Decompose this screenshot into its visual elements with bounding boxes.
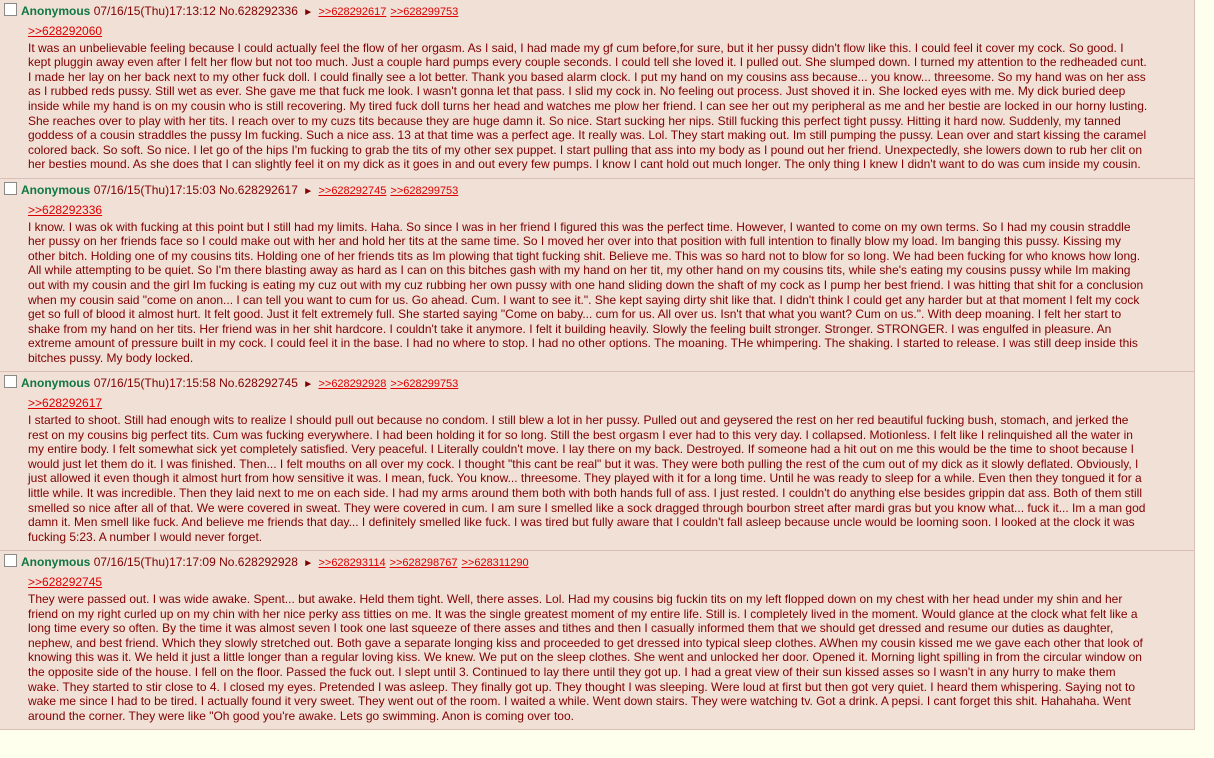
post-author-name: Anonymous xyxy=(21,376,91,391)
post-select-checkbox[interactable] xyxy=(4,375,17,388)
reply-arrow-icon[interactable]: ► xyxy=(303,379,314,391)
post-body xyxy=(28,203,1194,366)
post-backlinks xyxy=(318,555,532,569)
reply-arrow-icon[interactable]: ► xyxy=(303,185,314,197)
post-backlinks xyxy=(318,183,462,197)
post-datetime: 07/16/15(Thu)17:17:09 xyxy=(93,555,216,570)
reply-arrow-icon[interactable]: ► xyxy=(303,558,314,570)
post xyxy=(0,372,1195,551)
post-message: It was an unbelievable feeling because I could actually feel the flow of her orgasm. As I said, I had made my gf cum before,for sure, but it her pussy didn't flow like this. I could feel it cover my cock. So good. I kept pluggin away even after I felt her flow but not too much. Just a couple hard pumps every couple seconds. I could tell she loved it. I pulled out. She slumped down. I turned my attention to the redheaded cunt. I made her lay on her back next to my other fuck doll. I could finally see a lot better. Thank you based alarm clock. I put my hand on my cousins ass because... you know... threesome. So my hand was on her ass as I rubbed reds pussy. Still wet as ever. She gave me that fuck me look. I wasn't gonna let that pass. I slid my cock in. No feeling out process. Just shoved it in. She locked eyes with me. My dick buried deep inside while my hand is on my cousin who is still recovering. My tired fuck doll turns her head and watches me plow her friend. I can see her out my peripheral as me and her bestie are locked in our horny lusting. She reaches over to play with her tits. I reach over to my cuzs tits because they are huge damn it. So nice. Start sucking her nips. Still fucking this perfect tight pussy. Hitting it hard now. Suddenly, my tanned goddess of a cousin straddles the pussy Im fucking. Such a nice ass. 13 at that time was a perfect age. It really was. Lol. They start making out. Im still pumping the pussy. Lean over and start kissing the caramel colored back. So soft. So nice. I let go of the hips I'm fucking to grab the tits of my other sex puppet. I start pulling that ass into my body as I pound out her friend. Unexpectedly, she lowers down to rub her clit on her besties mound. As she does that I can slightly feel it on my dick as it goes in and out every few pumps. I know I cant hold out much longer. The only thing I knew I didn't want to do was cum inside my cousin. xyxy=(28,40,1148,172)
post-number: No.628292928 xyxy=(219,555,298,570)
post-header xyxy=(0,553,1194,571)
post-author-name: Anonymous xyxy=(21,182,91,197)
backlink[interactable]: >>628293114 xyxy=(318,557,386,570)
post-number: No.628292336 xyxy=(219,4,298,18)
post-message: I started to shoot. Still had enough wits to realize I should pull out because no condom. I still blew a lot in her pussy. Pulled out and geysered the rest on her red beautiful fucking bush, stomach, and jerked the rest on my cousins big perfect tits. Cum was fucking everywhere. I had been holding it for so long. Still the best orgasm I ever had to this very day. I collapsed. Motionless. I felt like I relinquished all the water in my entire body. I felt somewhat sick yet completely satisfied. Very peaceful. I Literally couldn't move. I lay there on my back. Destroyed. If someone had a hit out on me this would be the time to shoot because I would just let them do it. I was finished. Then... I felt mouths on all over my cock. I thought "this cant be real" but it was. They were both pulling the rest of the cum out of my dick as it slowly deflated. Obviously, I just allowed it even though it almost hurt from how sensitive it was. I mean, fuck. You know... threesome. They played with it for a long time. Until he was ready to sleep for a while. Even then they tongued it for a little while. It was incredible. Then they laid next to me on each side. I had my arms around them both with both hands full of ass. I just rested. I couldn't do anything else besides grippin dat ass. Both of them still smelled so nice after all of that. We were covered in sweat. They were covered in cum. I am sure I smelled like a sock dragged through bourbon street after mardi gras but you know what... fuck it... Im a man god damn it. Men smell like fuck. And believe me friends that day... I definitely smelled like fuck. I was tired but fully aware that I couldn't fall asleep because uncle would be looming soon. I looked at the clock it was fucking 5:23. A number I would never forget. xyxy=(28,413,1146,544)
reply-arrow-icon[interactable]: ► xyxy=(303,7,314,18)
post-datetime: 07/16/15(Thu)17:13:12 xyxy=(93,4,216,18)
backlink[interactable]: >>628299753 xyxy=(390,6,459,18)
backlink[interactable]: >>628298767 xyxy=(389,557,458,570)
post-datetime: 07/16/15(Thu)17:15:03 xyxy=(93,182,216,197)
post-select-checkbox[interactable] xyxy=(4,554,17,567)
backlink[interactable]: >>628292745 xyxy=(318,184,387,197)
post-number: No.628292745 xyxy=(219,376,298,391)
quote-link[interactable]: >>628292745 xyxy=(28,575,103,590)
post-body xyxy=(28,24,1194,172)
post-body xyxy=(28,575,1194,723)
post-select-checkbox[interactable] xyxy=(4,3,17,16)
post xyxy=(0,0,1195,179)
quote-link[interactable]: >>628292060 xyxy=(28,24,103,38)
post-select-checkbox[interactable] xyxy=(4,182,17,195)
backlink[interactable]: >>628292617 xyxy=(318,6,387,18)
post-message: They were passed out. I was wide awake. Spent... but awake. Held them tight. Well, there asses. Lol. Had my cousins big fuckin tits on my left flopped down on my chest with her head under my shin and her friend on my right curled up on my chin with her nice perky ass titties on me. It was the single greatest moment of my entire life. Still is. I completely lived in the moment. Would glance at the clock what felt like a long time every so often. By the time it was almost seven I took one last squeeze of there asses and tithes and then I casually informed them that we should get dressed and resume our duties as daughter, nephew, and best friend. Which they slowly stretched out. Both gave a separate longing kiss and proceeded to get dressed into typical sleep clothes. AWhen my cousin kissed me we gave each other that look of knowing this was it. We held it just a little longer than a regular loving kiss. We knew. We put on the sleep clothes. She went and unlocked her door. Opened it. Morning light spilling in from the circular window on the opposite side of the house. I fell on the floor. Passed the fuck out. I slept until 3. Continued to lay there until they got up. I had a great view of their sun kissed asses so I wasn't in any hurry to make them wake. They started to stir close to 4. I closed my eyes. Pretended I was asleep. They finally got up. They thought I was sleeping. Were loud at first but then got very quiet. I heard them whispering. Saying not to wake me since I had to be tired. I actually found it very sweet. They went out of the room. I waited a while. Went down stairs. They were watching tv. Got a drink. A pepsi. I cant forget this shit. Hahahaha. Went around the corner. They were like "Oh good you're awake. Lets go swimming. Anon is coming over too. xyxy=(28,592,1143,723)
post-header xyxy=(0,374,1194,392)
post-message: I know. I was ok with fucking at this point but I still had my limits. Haha. So since I was in her friend I figured this was the perfect time. However, I wanted to come on my own terms. So I had my cousin straddle her pussy on her friends face so I could make out with her and hold her tits at the same time. So I moved her over into that position with full intention to finally blow my load. Im banging this pussy. Kissing my other bitch. Holding one of my cousins tits. Holding one of her friends tits as Im plowing that tight fucking shit. Believe me. This was so hard not to blow for so long. We had been fucking for who knows how long. All while attempting to be quiet. So I'm there blasting away as hard as I can on this bitches gash with my hand on her tit, my other hand on my cousins tits, while she's eating my cousins pussy while Im making out with my cousin and the girl Im fucking is eating my cuz out with my cuz rubbing her own pussy with one hand sliding down the shaft of my cock as I pump her best friend. I was hitting that shit for a conclusion when my cousin said "come on anon... I can tell you want to cum for us. Go ahead. Cum. I want to see it.". She kept saying dirty shit like that. I didn't think I could get any harder but at that moment I felt my cock get so full of blood it almost hurt. It felt good. Just it felt extremely full. She started saying "Come on baby... cum for us. All over us. Isn't that what you want? Cum on us.". With deep moaning. I felt her start to shake from my hand on her tits. Her friend was in her shit hardcore. I couldn't take it anymore. I felt it building heavily. Slowly the feeling built stronger. Stronger. STRONGER. I was engulfed in pleasure. An extreme amount of pressure built in my cock. I could feel it in the base. I had no where to stop. I had no other options. The moaning. THe whimpering. The shaking. I started to release. I was still deep inside this bitches pussy. My body locked. xyxy=(28,219,1144,365)
post-header xyxy=(0,181,1194,199)
post-backlinks xyxy=(318,376,462,390)
post-backlinks xyxy=(318,4,462,18)
backlink[interactable]: >>628311290 xyxy=(461,557,529,570)
post-body xyxy=(28,396,1194,544)
post-number: No.628292617 xyxy=(219,182,298,197)
post-header xyxy=(0,2,1194,20)
backlink[interactable]: >>628299753 xyxy=(390,184,459,197)
quote-link[interactable]: >>628292617 xyxy=(28,396,103,411)
backlink[interactable]: >>628299753 xyxy=(390,378,459,391)
post-datetime: 07/16/15(Thu)17:15:58 xyxy=(93,376,216,391)
backlink[interactable]: >>628292928 xyxy=(318,378,387,391)
quote-link[interactable]: >>628292336 xyxy=(28,202,103,217)
post-author-name: Anonymous xyxy=(21,555,91,570)
post-author-name: Anonymous xyxy=(21,4,91,18)
post xyxy=(0,551,1195,730)
post xyxy=(0,179,1195,373)
